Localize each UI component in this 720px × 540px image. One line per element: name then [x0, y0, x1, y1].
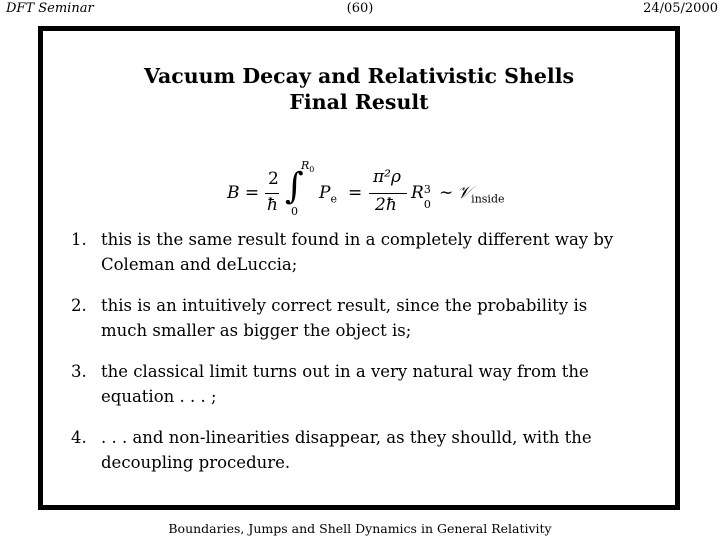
radius-term: R 3 0 — [411, 183, 431, 211]
frac1-bar — [265, 193, 279, 194]
formula-lhs: B = — [227, 183, 260, 203]
list-item — [71, 425, 661, 475]
integral-sign: ∫ — [285, 166, 304, 207]
list-item — [71, 293, 661, 343]
item-number: 4. — [71, 428, 87, 447]
frac2-bar — [369, 193, 407, 194]
item-line: this is an intuitively correct result, since the probability is — [101, 296, 588, 315]
item-line: equation . . . ; — [101, 387, 217, 406]
page-number: (60) — [346, 1, 374, 16]
title-line-1: Vacuum Decay and Relativistic Shells — [143, 64, 575, 88]
item-number: 2. — [71, 296, 87, 315]
equals-sign: = — [348, 183, 363, 203]
frac1-denominator: ħ — [267, 195, 278, 215]
page-footer: Boundaries, Jumps and Shell Dynamics in General Relativity — [168, 521, 552, 536]
item-number: 1. — [71, 230, 87, 249]
item-line: this is the same result found in a completely different way by — [101, 230, 614, 249]
item-line: much smaller as bigger the object is; — [101, 321, 412, 340]
item-line: the classical limit turns out in a very natural way from the — [101, 362, 589, 381]
item-line: decoupling procedure. — [101, 453, 291, 472]
title-line-2: Final Result — [289, 90, 429, 114]
list-item — [71, 359, 661, 409]
lower-limit: 0 — [291, 205, 298, 218]
page-header — [0, 0, 720, 20]
frac2-numerator: π²ρ — [373, 167, 401, 187]
volume-term: 𝒱$_{inside}$ — [457, 183, 505, 206]
frac2-denominator: 2ħ — [375, 195, 397, 215]
item-line: Coleman and deLuccia; — [101, 255, 298, 274]
item-line: . . . and non-linearities disappear, as they shoulld, with the — [101, 428, 592, 447]
result-list — [71, 227, 661, 491]
main-formula — [43, 161, 675, 231]
upper-limit: $R_0$ — [301, 159, 315, 175]
sim-sign: ∼ — [439, 183, 454, 203]
integrand: $P_e$ — [319, 183, 337, 206]
frac1-numerator: 2 — [268, 169, 279, 189]
list-item — [71, 227, 661, 277]
slide-title — [43, 63, 675, 115]
date: 24/05/2000 — [643, 1, 718, 16]
item-number: 3. — [71, 362, 87, 381]
seminar-name: DFT Seminar — [6, 1, 94, 16]
slide-frame — [38, 26, 680, 510]
